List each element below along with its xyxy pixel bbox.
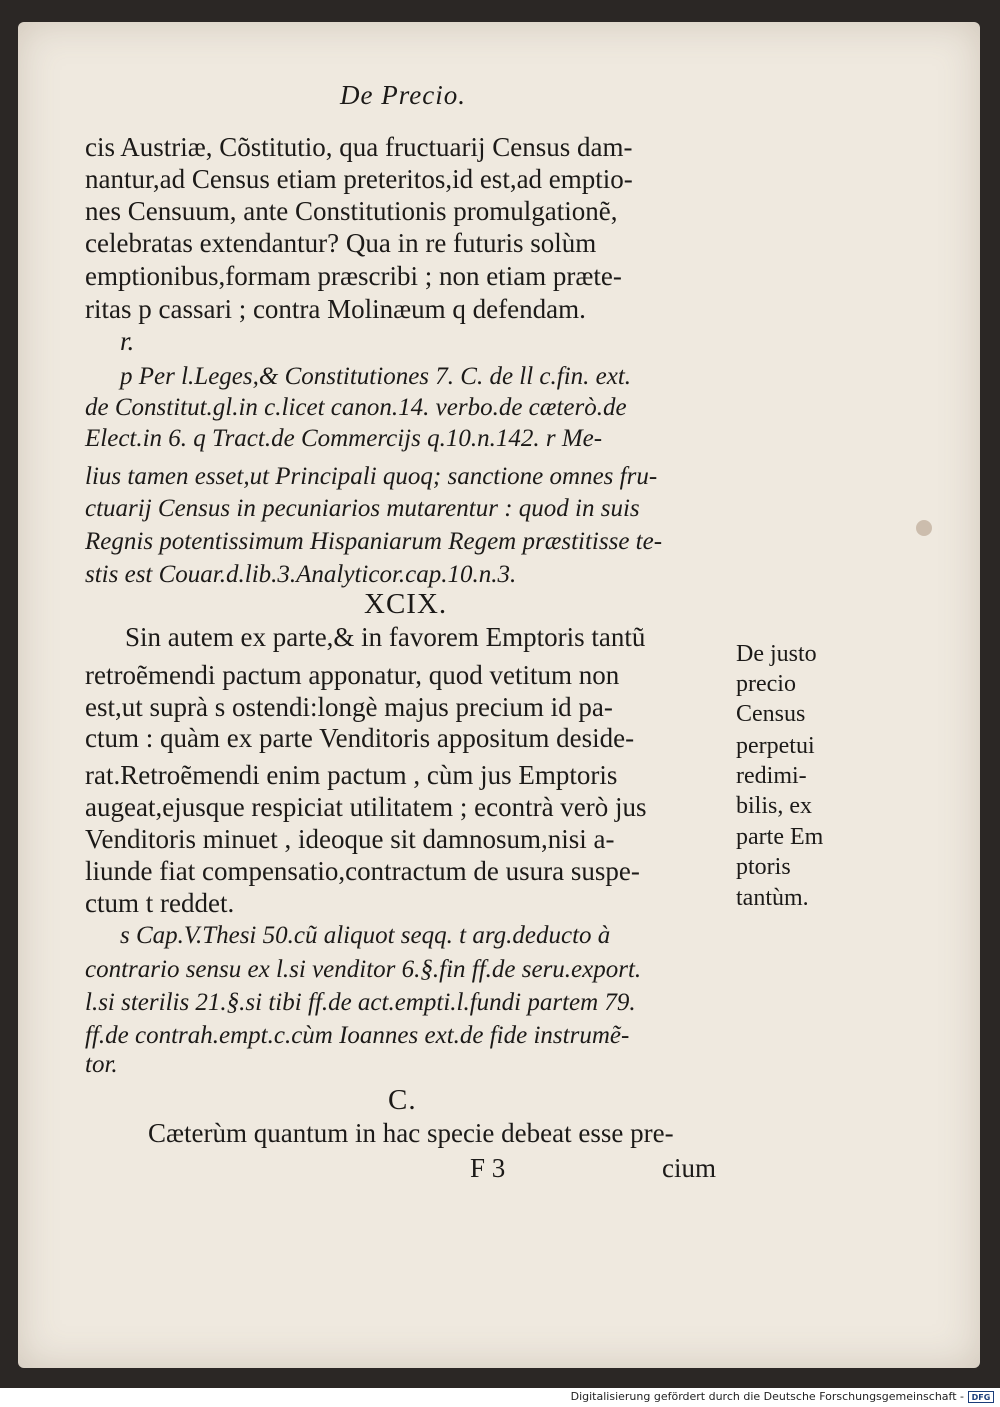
margin-note-line: Census <box>736 701 806 727</box>
footnote-line: Elect.in 6. q Tract.de Commercijs q.10.n.142. r Me- <box>85 425 603 452</box>
body-line: ctum t reddet. <box>85 888 235 918</box>
body-line: est,ut suprà s ostendi:longè majus precium id pa- <box>85 692 613 722</box>
footnote-line: p Per l.Leges,& Constitutiones 7. C. de ll c.fin. ext. <box>120 363 632 390</box>
footnote-line: tor. <box>85 1051 118 1078</box>
section-number: XCIX. <box>364 588 448 620</box>
body-line: nantur,ad Census etiam preteritos,id est,ad emptio- <box>85 164 633 194</box>
running-head: De Precio. <box>340 80 466 110</box>
footer-credit: Digitalisierung gefördert durch die Deutsche Forschungsgemeinschaft - <box>570 1390 964 1403</box>
body-line: augeat,ejusque respiciat utilitatem ; econtrà verò jus <box>85 792 647 822</box>
footnote-line: s Cap.V.Thesi 50.cũ aliquot seqq. t arg.deducto à <box>120 922 611 949</box>
body-line: r. <box>120 326 135 356</box>
dfg-logo: DFG <box>968 1391 994 1403</box>
body-line: retroẽmendi pactum apponatur, quod vetitum non <box>85 660 620 690</box>
footnote-line: stis est Couar.d.lib.3.Analyticor.cap.10.n.3. <box>85 561 517 588</box>
body-line: Sin autem ex parte,& in favorem Emptoris tantũ <box>125 622 646 652</box>
section-number: C. <box>388 1084 417 1116</box>
footnote-line: lius tamen esset,ut Principali quoq; sanctione omnes fru- <box>85 463 658 490</box>
margin-note-line: tantùm. <box>736 885 809 911</box>
body-line: Cæterùm quantum in hac specie debeat esse pre- <box>148 1118 674 1148</box>
body-line: ritas p cassari ; contra Molinæum q defendam. <box>85 294 586 324</box>
footnote-line: ff.de contrah.empt.c.cùm Ioannes ext.de fide instrumẽ- <box>85 1022 630 1049</box>
body-line: celebratas extendantur? Qua in re futuris solùm <box>85 228 597 258</box>
catchword: cium <box>662 1153 716 1183</box>
signature-mark: F 3 <box>470 1153 506 1183</box>
body-line: rat.Retroẽmendi enim pactum , cùm jus Emptoris <box>85 760 618 790</box>
margin-note-line: parte Em <box>736 824 824 850</box>
margin-note-line: ptoris <box>736 854 791 880</box>
footnote-line: ctuarij Census in pecuniarios mutarentur : quod in suis <box>85 495 640 522</box>
footnote-line: Regnis potentissimum Hispaniarum Regem præstitisse te- <box>85 528 663 555</box>
body-line: nes Censuum, ante Constitutionis promulgationẽ, <box>85 196 618 226</box>
footnote-line: l.si sterilis 21.§.si tibi ff.de act.empti.l.fundi partem 79. <box>85 989 636 1016</box>
footnote-line: contrario sensu ex l.si venditor 6.§.fin ff.de seru.export. <box>85 956 642 983</box>
body-line: Venditoris minuet , ideoque sit damnosum,nisi a- <box>85 824 615 854</box>
margin-note-line: perpetui <box>736 733 815 759</box>
margin-note-line: precio <box>736 671 796 697</box>
body-line: cis Austriæ, Cõstitutio, qua fructuarij Census dam- <box>85 132 633 162</box>
margin-note-line: De justo <box>736 641 817 667</box>
body-line: ctum : quàm ex parte Venditoris appositum deside- <box>85 723 635 753</box>
margin-note-line: redimi- <box>736 763 807 789</box>
body-line: liunde fiat compensatio,contractum de usura suspe- <box>85 856 640 886</box>
paper-stain <box>916 520 932 536</box>
body-line: emptionibus,formam præscribi ; non etiam præte- <box>85 261 622 291</box>
footer-bar <box>0 1388 1000 1407</box>
footnote-line: de Constitut.gl.in c.licet canon.14. verbo.de cæterò.de <box>85 394 627 421</box>
margin-note-line: bilis, ex <box>736 793 812 819</box>
